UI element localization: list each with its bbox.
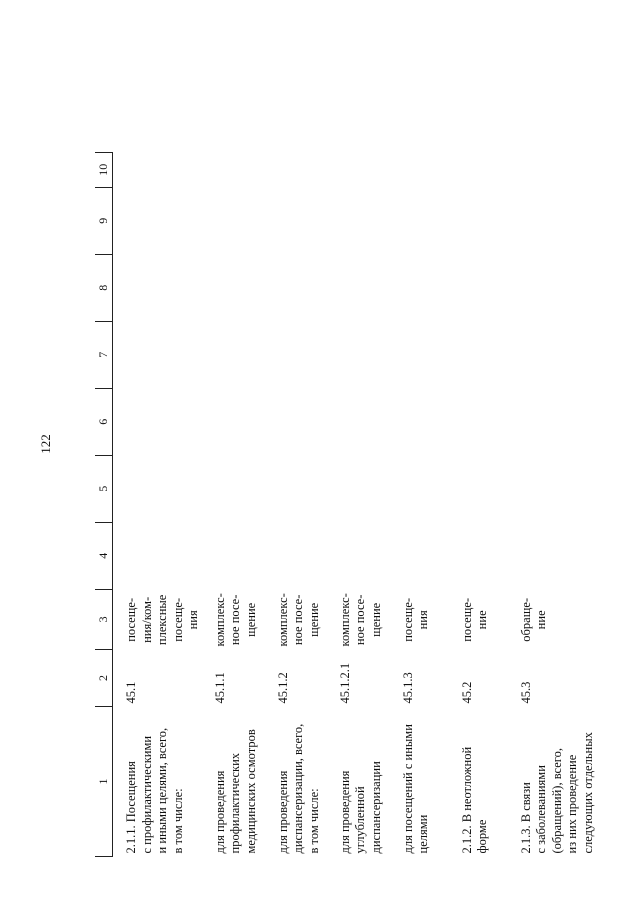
empty-cell [508,321,597,388]
column-header: 2 [95,650,113,707]
empty-cell [113,321,202,388]
column-header: 6 [95,388,113,455]
empty-cell [265,187,327,254]
empty-cell [390,388,449,455]
empty-cell [202,522,265,589]
empty-cell [327,388,390,455]
empty-cell [508,455,597,522]
empty-cell [113,152,202,187]
empty-cell [508,388,597,455]
row-code-cell: 45.1.2.1 [337,662,352,704]
empty-cell [113,522,202,589]
empty-cell [449,522,508,589]
empty-cell [202,321,265,388]
table-row [390,152,449,856]
table-row [202,152,265,856]
row-code-cell: 45.2 [459,681,474,704]
empty-cell [327,455,390,522]
row-code-cell: 45.1.2 [275,672,290,704]
row-code-cell: 45.3 [518,681,533,704]
empty-cell [449,254,508,321]
table-row [113,152,202,856]
row-unit-cell: комплекс- ное посе- щение [275,593,321,647]
row-name-cell: 2.1.1. Посещения с профилактическими и иными целями, всего, в том числе: [124,727,185,854]
row-code-cell: 45.1.3 [400,672,415,704]
empty-cell [508,254,597,321]
row-code-cell: 45.1.1 [212,672,227,704]
row-unit-cell: комплекс- ное посе- щение [212,593,258,647]
table-header-row [95,152,113,856]
column-header: 4 [95,522,113,589]
row-code-cell: 45.1 [124,681,138,704]
empty-cell [390,254,449,321]
empty-cell [202,388,265,455]
column-header: 1 [95,707,113,857]
empty-cell [390,455,449,522]
row-unit-cell: обраще- ние [518,597,548,642]
empty-cell [449,152,508,187]
page-number: 122 [38,434,53,454]
empty-cell [202,152,265,187]
empty-cell [113,254,202,321]
empty-cell [390,522,449,589]
empty-cell [449,455,508,522]
empty-cell [327,187,390,254]
empty-cell [508,522,597,589]
table-row [508,152,597,856]
empty-cell [265,254,327,321]
empty-cell [202,455,265,522]
table-row [265,152,327,856]
table-row [449,152,508,856]
empty-cell [327,254,390,321]
empty-cell [449,321,508,388]
row-unit-cell: посеще- ния/ком- плексные посеще- ния [124,594,200,646]
empty-cell [265,321,327,388]
empty-cell [449,388,508,455]
empty-cell [508,152,597,187]
empty-cell [265,455,327,522]
empty-cell [113,187,202,254]
empty-cell [449,187,508,254]
empty-cell [265,152,327,187]
empty-cell [508,187,597,254]
empty-cell [202,254,265,321]
column-header: 7 [95,321,113,388]
row-name-cell: для проведения диспансеризации, всего, в том числе: [275,723,321,854]
column-header: 8 [95,254,113,321]
column-header: 9 [95,187,113,254]
empty-cell [113,455,202,522]
empty-cell [390,187,449,254]
empty-cell [390,152,449,187]
column-header: 3 [95,589,113,649]
empty-cell [202,187,265,254]
empty-cell [265,388,327,455]
row-unit-cell: посеще- ние [459,597,489,642]
row-name-cell: 2.1.3. В связи с заболеваниями (обращений), всего, из них проведение следующих отдельных [518,732,595,854]
table-row [327,152,390,856]
row-unit-cell: комплекс- ное посе- щение [337,593,383,647]
row-name-cell: 2.1.2. В неотложной форме [459,746,489,854]
row-name-cell: для посещений с иными целями [400,724,430,854]
empty-cell [327,152,390,187]
empty-cell [327,321,390,388]
empty-cell [327,522,390,589]
empty-cell [390,321,449,388]
empty-cell [113,388,202,455]
row-unit-cell: посеще- ния [400,597,430,642]
row-name-cell: для проведения углубленной диспансеризации [337,761,383,854]
data-table [95,152,596,857]
empty-cell [265,522,327,589]
column-header: 5 [95,455,113,522]
row-name-cell: для проведения профилактических медицинских осмотров [212,729,258,854]
column-header: 10 [95,152,113,187]
